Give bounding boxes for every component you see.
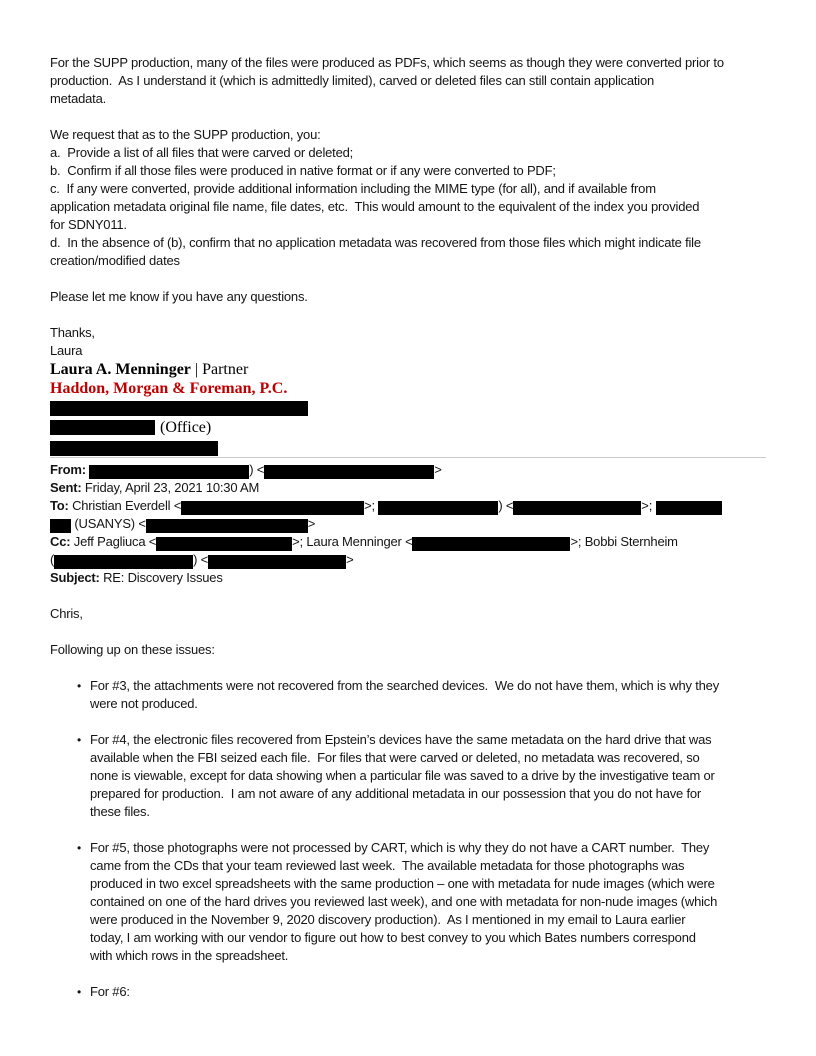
redaction-bar-email xyxy=(50,441,218,456)
signature-name-line xyxy=(50,360,766,379)
header-field-text: >; Bobbi Sternheim xyxy=(570,534,678,549)
redaction-bar xyxy=(412,537,570,551)
bullet-item-5 xyxy=(50,839,766,965)
text-line: none is viewable, except for data showing when a particular file was saved to a drive by the investigative team or xyxy=(90,768,715,783)
closing-line: Please let me know if you have any questions. xyxy=(50,289,308,304)
header-field-text: ) < xyxy=(249,462,265,477)
header-field-text: ) < xyxy=(193,552,209,567)
redaction-bar-office-phone xyxy=(50,420,155,435)
header-field-label: To: xyxy=(50,498,73,513)
text-line: produced in two excel spreadsheets with the same production – one with metadata for nude images (which were xyxy=(90,876,715,891)
redaction-bar-address xyxy=(50,401,308,416)
redaction-bar xyxy=(208,555,346,569)
redaction-bar xyxy=(513,501,641,515)
header-field-text: Friday, April 23, 2021 10:30 AM xyxy=(84,480,260,495)
header-field-text: (USANYS) < xyxy=(71,516,146,531)
text-line: • For #4, the electronic files recovered from Epstein’s devices have the same metadata on the hard drive that was xyxy=(90,732,712,747)
header-line xyxy=(50,551,766,569)
header-field-text: > xyxy=(434,462,442,477)
header-field-text: ( xyxy=(50,552,55,567)
redaction-bar xyxy=(378,501,498,515)
header-field-text: RE: Discovery Issues xyxy=(103,570,223,585)
redaction-bar xyxy=(656,501,722,515)
header-field-label: Subject: xyxy=(50,570,104,585)
header-line xyxy=(50,497,766,515)
text-line: creation/modified dates xyxy=(50,253,180,268)
quoted-email-header xyxy=(50,461,766,587)
header-field-label: From: xyxy=(50,462,90,477)
header-field-text: > xyxy=(307,516,316,531)
redaction-bar xyxy=(54,555,193,569)
header-line xyxy=(50,533,766,551)
signature-name: Laura A. Menninger xyxy=(50,361,191,378)
bullet-item-6 xyxy=(50,983,766,1001)
text-line: We request that as to the SUPP production, you: xyxy=(50,127,321,142)
office-label: (Office) xyxy=(160,419,212,436)
text-line: these files. xyxy=(90,804,150,819)
redaction-bar xyxy=(264,465,434,479)
header-line xyxy=(50,479,766,497)
text-line: b. Confirm if all those files were produced in native format or if any were converted to PDF; xyxy=(50,163,556,178)
header-field-text: >; xyxy=(641,498,656,513)
text-line: Laura xyxy=(50,343,83,358)
signature-separator: | xyxy=(190,361,203,378)
header-line xyxy=(50,569,766,587)
header-field-text: >; Laura Menninger < xyxy=(292,534,413,549)
header-line xyxy=(50,515,766,533)
text-line: d. In the absence of (b), confirm that no application metadata was recovered from those files which might indicate file xyxy=(50,235,701,250)
header-field-text: >; xyxy=(364,498,379,513)
redaction-bar xyxy=(50,519,71,533)
header-field-label: Cc: xyxy=(50,534,74,549)
header-field-text: ) < xyxy=(498,498,514,513)
text-line: for SDNY011. xyxy=(50,217,127,232)
redaction-bar xyxy=(89,465,249,479)
text-line: today, I am working with our vendor to figure out how to best convey to you which Bates numbers correspond xyxy=(90,930,696,945)
intro-paragraph xyxy=(50,54,766,108)
header-field-text: Jeff Pagliuca < xyxy=(73,534,157,549)
text-line: available when the FBI seized each file. For files that were carved or deleted, no metadata was recovered, so xyxy=(90,750,700,765)
text-line: c. If any were converted, provide additional information including the MIME type (for all), and if available from xyxy=(50,181,656,196)
bullet-item-4 xyxy=(50,731,766,821)
redaction-bar xyxy=(156,537,292,551)
header-line xyxy=(50,461,766,479)
page-content xyxy=(50,54,766,1001)
quoted-message-divider xyxy=(50,457,766,458)
text-line: • For #3, the attachments were not recovered from the searched devices. We do not have them, which is why they xyxy=(90,678,720,693)
text-line: production. As I understand it (which is admittedly limited), carved or deleted files can still contain application xyxy=(50,73,655,88)
signature-block xyxy=(50,360,766,456)
text-line: were produced in the November 9, 2020 discovery production). As I mentioned in my email to Laura earlier xyxy=(90,912,686,927)
signature-title: Partner xyxy=(202,361,249,378)
redaction-bar xyxy=(181,501,364,515)
reply-greeting: Chris, xyxy=(50,606,83,621)
text-line: prepared for production. I am not aware of any additional metadata in our possession that you do not have for xyxy=(90,786,702,801)
request-list xyxy=(50,126,766,270)
text-line: contained on one of the hard drives you reviewed last week), and one with metadata for non-nude images (which xyxy=(90,894,718,909)
bullet-item-3 xyxy=(50,677,766,713)
text-line: For the SUPP production, many of the files were produced as PDFs, which seems as though they were converted prior to xyxy=(50,55,724,70)
redaction-bar xyxy=(146,519,308,533)
signoff xyxy=(50,324,766,360)
text-line: with which rows in the spreadsheet. xyxy=(90,948,289,963)
signature-office-line xyxy=(50,418,766,438)
signature-firm: Haddon, Morgan & Foreman, P.C. xyxy=(50,380,288,397)
text-line: • For #6: xyxy=(90,984,130,999)
text-line: metadata. xyxy=(50,91,107,106)
text-line: a. Provide a list of all files that were carved or deleted; xyxy=(50,145,354,160)
header-field-text: > xyxy=(346,552,354,567)
header-field-label: Sent: xyxy=(50,480,85,495)
bullet-list xyxy=(50,677,766,1001)
reply-intro: Following up on these issues: xyxy=(50,642,215,657)
text-line: came from the CDs that your team reviewed last week. The available metadata for those photographs was xyxy=(90,858,685,873)
header-field-text: Christian Everdell < xyxy=(72,498,182,513)
text-line: were not produced. xyxy=(90,696,198,711)
text-line: application metadata original file name, file dates, etc. This would amount to the equivalent of the index you provided xyxy=(50,199,700,214)
text-line: • For #5, those photographs were not processed by CART, which is why they do not have a CART number. They xyxy=(90,840,710,855)
text-line: Thanks, xyxy=(50,325,95,340)
